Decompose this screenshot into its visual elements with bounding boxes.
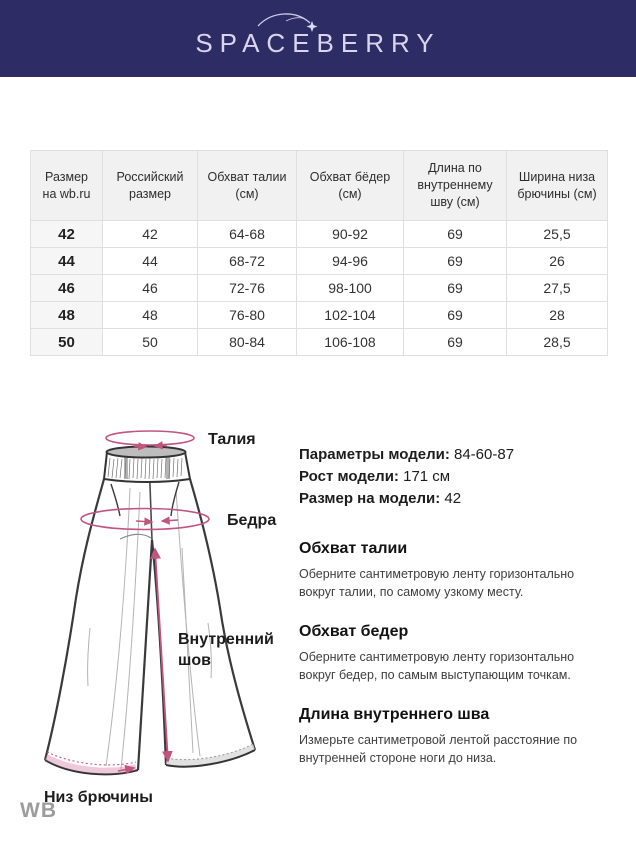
- pants-drawing: [30, 418, 305, 820]
- waist-label: Талия: [208, 431, 256, 448]
- table-cell: 72-76: [198, 275, 297, 302]
- table-header-row: [31, 151, 608, 221]
- table-row: [31, 221, 608, 248]
- size-cell: 44: [31, 248, 103, 275]
- hips-section: [299, 623, 613, 684]
- table-cell: 102-104: [297, 302, 404, 329]
- table-row: [31, 302, 608, 329]
- table-cell: 48: [103, 302, 198, 329]
- model-height-line: [299, 466, 613, 488]
- elastic-shadow: [166, 457, 170, 479]
- inseam-section-title: Длина внутреннего шва: [299, 706, 490, 723]
- table-cell: 28,5: [507, 329, 608, 356]
- inseam-section-text: Измерьте сантиметровой лентой расстояние по внутренней стороне ноги до низа.: [299, 733, 578, 765]
- hips-label: Бедра: [227, 512, 277, 529]
- table-cell: 68-72: [198, 248, 297, 275]
- table-row: [31, 329, 608, 356]
- model-height-label: Рост модели:: [299, 468, 399, 485]
- table-cell: 98-100: [297, 275, 404, 302]
- table-cell: 25,5: [507, 221, 608, 248]
- brand-header: [0, 0, 636, 77]
- hips-arrow-left: [136, 521, 152, 522]
- table-cell: 50: [103, 329, 198, 356]
- brand-logo: SPACEBERRY: [195, 28, 441, 58]
- hips-section-title: Обхват бедер: [299, 623, 409, 640]
- wb-watermark: WB: [20, 799, 57, 822]
- table-cell: 106-108: [297, 329, 404, 356]
- table-cell: 80-84: [198, 329, 297, 356]
- model-height-value: 171 см: [398, 468, 451, 485]
- inseam-label: Внутренний шов: [178, 631, 274, 669]
- hips-arrow-right: [162, 520, 178, 521]
- table-cell: 94-96: [297, 248, 404, 275]
- table-cell: 69: [404, 221, 507, 248]
- measurement-info: [299, 444, 613, 789]
- column-header-hips: Обхват бёдер (см): [297, 151, 404, 221]
- table-cell: 46: [103, 275, 198, 302]
- table-row: [31, 275, 608, 302]
- table-cell: 27,5: [507, 275, 608, 302]
- waist-section: [299, 540, 613, 601]
- hips-section-text: Оберните сантиметровую ленту горизонтально вокруг бедер, по самым выступающим точкам.: [299, 650, 575, 682]
- table-cell: 69: [404, 248, 507, 275]
- table-cell: 76-80: [198, 302, 297, 329]
- size-cell: 46: [31, 275, 103, 302]
- model-size-value: 42: [440, 490, 462, 507]
- size-table: [30, 150, 608, 356]
- table-cell: 64-68: [198, 221, 297, 248]
- table-cell: 69: [404, 329, 507, 356]
- column-header-wb-size: Размер на wb.ru: [31, 151, 103, 221]
- table-cell: 26: [507, 248, 608, 275]
- size-cell: 48: [31, 302, 103, 329]
- model-parameters-value: 84-60-87: [449, 446, 515, 463]
- model-size-label: Размер на модели:: [299, 490, 441, 507]
- hem-label: Низ брючины: [44, 789, 153, 806]
- table-cell: 90-92: [297, 221, 404, 248]
- table-cell: 28: [507, 302, 608, 329]
- size-cell: 42: [31, 221, 103, 248]
- waist-section-text: Оберните сантиметровую ленту горизонтально вокруг талии, по самому узкому месту.: [299, 567, 575, 599]
- pants-diagram: [30, 418, 305, 820]
- column-header-inseam: Длина по внутреннему шву (см): [404, 151, 507, 221]
- table-cell: 44: [103, 248, 198, 275]
- column-header-waist: Обхват талии (см): [198, 151, 297, 221]
- waist-arrow-right: [155, 445, 167, 446]
- table-cell: 69: [404, 275, 507, 302]
- size-cell: 50: [31, 329, 103, 356]
- column-header-leg-width: Ширина низа брючины (см): [507, 151, 608, 221]
- table-cell: 69: [404, 302, 507, 329]
- model-parameters-label: Параметры модели:: [299, 446, 450, 463]
- model-parameters-block: [299, 444, 613, 510]
- waist-arrow-left: [134, 446, 146, 447]
- waist-measure-ellipse: [106, 431, 194, 445]
- model-parameters-line: [299, 444, 613, 466]
- elastic-shadow: [124, 457, 128, 479]
- inseam-section: [299, 706, 613, 767]
- model-size-line: [299, 488, 613, 510]
- table-cell: 42: [103, 221, 198, 248]
- waist-section-title: Обхват талии: [299, 540, 408, 557]
- column-header-ru-size: Российский размер: [103, 151, 198, 221]
- waistband-rim: [107, 447, 186, 458]
- table-row: [31, 248, 608, 275]
